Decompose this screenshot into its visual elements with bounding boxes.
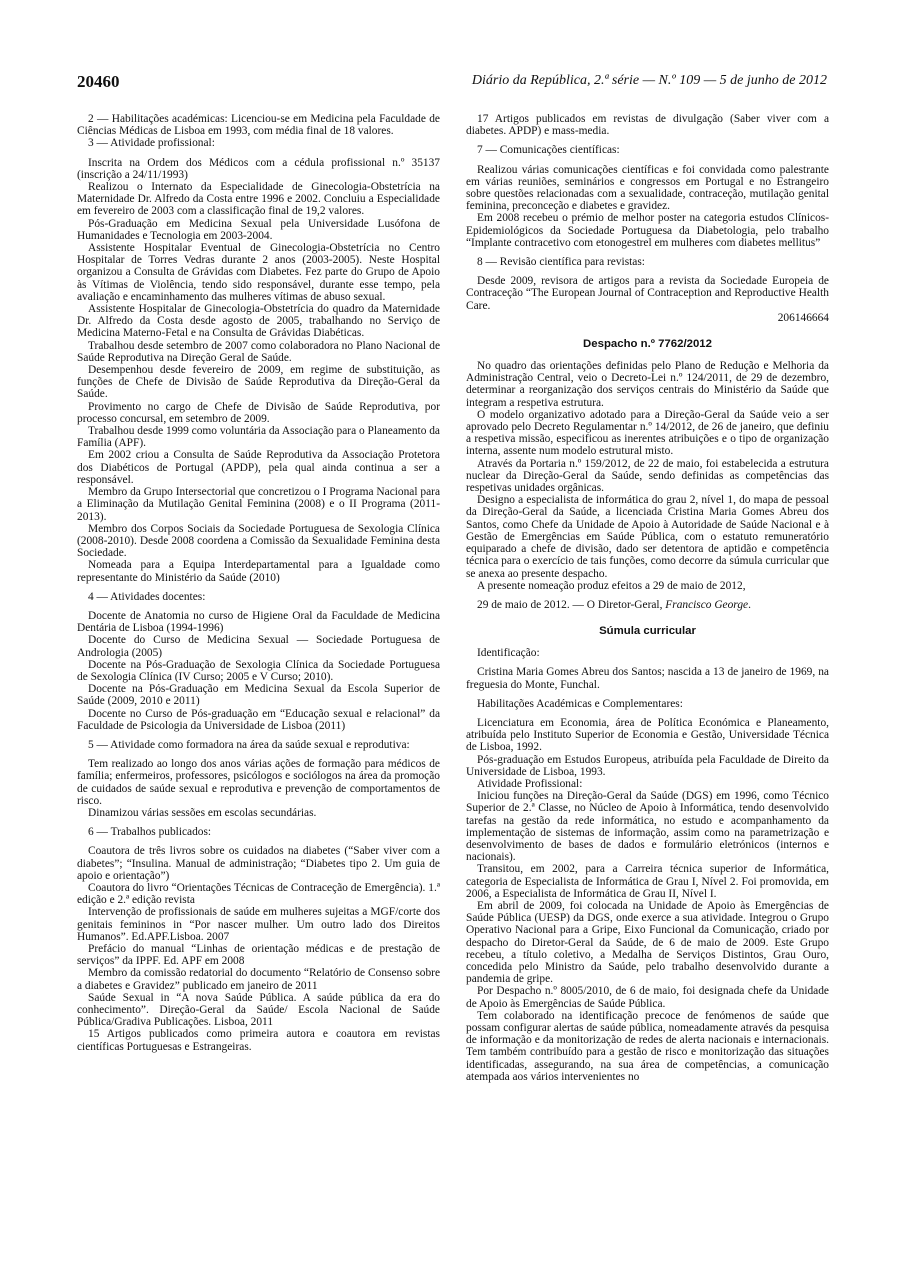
paragraph: Identificação: (477, 647, 540, 660)
paragraph: Habilitações Académicas e Complementares: (477, 697, 683, 710)
left-column (77, 113, 440, 1053)
paragraph: 2 — Habilitações académicas: Licenciou-se em Medicina pela Faculdade de Ciências Médicas de Lisboa em 1993, com média final de 18 valores. (77, 113, 440, 138)
signature-end: . (748, 598, 751, 611)
despacho-title: Despacho n.º 7762/2012 (583, 338, 712, 351)
paragraph: Intervenção de profissionais de saúde em mulheres sujeitas a MGF/corte dos genitais femininos in “Por nascer mulher. Um outro lado dos Direitos Humanos”. Ed.APF.Lisboa. 2007 (77, 906, 440, 943)
paragraph: Coautora do livro “Orientações Técnicas de Contraceção de Emergência). 1.ª edição e 2.ª edição revista (77, 881, 440, 907)
paragraph: Cristina Maria Gomes Abreu dos Santos; nascida a 13 de janeiro de 1969, na freguesia do Monte, Funchal. (466, 666, 829, 691)
paragraph: Atividade Profissional: (477, 777, 583, 790)
paragraph: 5 — Atividade como formadora na área da saúde sexual e reprodutiva: (88, 738, 410, 751)
paragraph: Assistente Hospitalar de Ginecologia-Obstetrícia do quadro da Maternidade Dr. Alfredo da Costa desde agosto de 2005, trabalhando no Serviço de Medicina Materno-Fetal e na Consulta de Grávidas Diabéticas. (77, 303, 440, 340)
paragraph: Inscrita na Ordem dos Médicos com a cédula profissional n.º 35137 (inscrição a 24/11/1993) (77, 156, 440, 181)
paragraph: Licenciatura em Economia, área de Política Económica e Planeamento, atribuída pelo Instituto Superior de Economia e Gestão, Universidade Técnica de Lisboa, 1992. (466, 716, 829, 754)
paragraph: O modelo organizativo adotado para a Direção-Geral da Saúde veio a ser aprovado pelo Decreto Regulamentar n.º 14/2012, de 26 de janeiro, que definiu a respetiva missão, especificou as inerentes atribuições e o tipo de organização interna, assente num modelo estrutural misto. (466, 408, 829, 458)
paragraph: Trabalhou desde setembro de 2007 como colaboradora no Plano Nacional de Saúde Reprodutiva na Direção Geral de Saúde. (77, 339, 440, 364)
paragraph: Trabalhou desde 1999 como voluntária da Associação para o Planeamento da Família (APF). (77, 425, 440, 450)
paragraph: Membro da comissão redatorial do documento “Relatório de Consenso sobre a diabetes e Gravidez” publicado em janeiro de 2011 (77, 967, 440, 992)
paragraph: Assistente Hospitalar Eventual de Ginecologia-Obstetrícia no Centro Hospitalar de Torres Vedras durante 2 anos (2003-2005). Neste Hospital organizou a Consulta de Grávidas com Diabetes. Fez parte do Grupo de Apoio às Vítimas de Violência, tendo sido responsável, durante esse tempo, pela avaliação e encaminhamento das mulheres vítimas de abuso sexual. (77, 242, 440, 303)
paragraph: Membro da Grupo Intersectorial que concretizou o I Programa Nacional para a Eliminação da Mutilação Genital Feminina (2008) e o II Programa (2011-2013). (77, 486, 440, 523)
paragraph: Docente na Pós-Graduação de Sexologia Clínica da Sociedade Portuguesa de Sexologia Clínica (IV Curso; 2005 e V Curso; 2010). (77, 658, 440, 683)
paragraph: Desde 2009, revisora de artigos para a revista da Sociedade Europeia de Contraceção “The European Journal of Contraception and Reproductive Health Care. (466, 275, 829, 312)
paragraph: Tem realizado ao longo dos anos várias ações de formação para médicos de família; enfermeiros, professores, psicólogos e sociólogos na área da promoção de cuidados de saúde sexual e reprodutiva e prevenção de comportamentos de risco. (77, 758, 440, 807)
paragraph: A presente nomeação produz efeitos a 29 de maio de 2012, (477, 579, 746, 592)
paragraph: Pós-Graduação em Medicina Sexual pela Universidade Lusófona de Humanidades e Tecnologia em 2003-2004. (77, 217, 440, 242)
signature-name: Francisco George (665, 598, 749, 611)
sumula-body (466, 647, 829, 1083)
reference-number: 206146664 (777, 311, 829, 324)
paragraph: Tem colaborado na identificação precoce de fenómenos de saúde que possam configurar alertas de saúde pública, nomeadamente através da pesquisa de informação e da monitorização de redes de alerta nacionais e internacionais. Tem também contribuído para a gestão de risco e monitorização das situações identificadas, assegurando, na sua área de competências, a comunicação atempada aos vários intervenientes no (466, 1009, 829, 1083)
paragraph: 17 Artigos publicados em revistas de divulgação (Saber viver com a diabetes. APDP) e mass-media. (466, 113, 829, 138)
paragraph: Coautora de três livros sobre os cuidados na diabetes (“Saber viver com a diabetes”; “Insulina. Manual de administração; “Diabetes tipo 2. Um guia de apoio e orientação”) (77, 845, 440, 882)
paragraph: Nomeada para a Equipa Interdepartamental para a Igualdade como representante do Ministério da Saúde (2010) (77, 559, 440, 584)
paragraph: No quadro das orientações definidas pelo Plano de Redução e Melhoria da Administração Central, veio o Decreto-Lei n.º 124/2011, de 29 de dezembro, determinar a reorganização dos serviços centrais do Ministério da Saúde que integram a respetiva estrutura. (466, 360, 829, 409)
paragraph: 15 Artigos publicados como primeira autora e coautora em revistas científicas Portuguesas e Estrangeiras. (77, 1028, 440, 1053)
paragraph: 7 — Comunicações científicas: (477, 144, 620, 157)
paragraph: 8 — Revisão científica para revistas: (477, 256, 645, 269)
paragraph: Provimento no cargo de Chefe de Divisão de Saúde Reprodutiva, por processo concursal, em setembro de 2009. (77, 400, 440, 425)
paragraph: Iniciou funções na Direção-Geral da Saúde (DGS) em 1996, como Técnico Superior de 2.ª Classe, no Núcleo de Apoio à Informática, tendo desenvolvido tarefas na gestão da rede informática, no estudo e acompanhamento da implementação de sistemas de informação, assim como na parametrização e desenvolvimento de bases de dados e formulário eletrónicos (internos e nacionais). (466, 790, 829, 864)
paragraph: Membro dos Corpos Sociais da Sociedade Portuguesa de Sexologia Clínica (2008-2010). Desde 2008 coordena a Comissão da Sexualidade Feminina desta Sociedade. (77, 522, 440, 560)
paragraph: Por Despacho n.º 8005/2010, de 6 de maio, foi designada chefe da Unidade de Apoio às Emergências de Saúde Pública. (466, 985, 829, 1010)
paragraph: Em 2008 recebeu o prémio de melhor poster na categoria estudos Clínicos-Epidemiológicos da Sociedade Portuguesa da Diabetologia, pelo trabalho “Implante contracetivo com etonogestrel em mulheres com diabetes mellitus” (466, 212, 829, 249)
paragraph: Docente no Curso de Pós-graduação em “Educação sexual e relacional” da Faculdade de Psicologia da Universidade de Lisboa (2011) (77, 707, 440, 732)
paragraph: Saúde Sexual in “A nova Saúde Pública. A saúde pública da era do conhecimento”. Direção-Geral da Saúde/ Escola Nacional de Saúde Pública/Gradiva Publicações. Lisboa, 2011 (77, 991, 440, 1029)
sumula-title: Súmula curricular (599, 625, 696, 638)
paragraph: Em 2002 criou a Consulta de Saúde Reprodutiva da Associação Protetora dos Diabéticos de Portugal (APDP), pela qual ainda continua a ser a responsável. (77, 449, 440, 486)
page-number: 20460 (77, 72, 120, 91)
paragraph: Docente na Pós-Graduação em Medicina Sexual da Escola Superior de Saúde (2009, 2010 e 2011) (77, 683, 440, 708)
paragraph: Prefácio do manual “Linhas de orientação médicas e de prestação de serviços” da IPPF. Ed. APF em 2008 (77, 943, 440, 968)
despacho-body (466, 360, 829, 592)
paragraph: Docente do Curso de Medicina Sexual — Sociedade Portuguesa de Andrologia (2005) (77, 634, 440, 659)
paragraph: Designo a especialista de informática do grau 2, nível 1, do mapa de pessoal da Direção-Geral da Saúde, a licenciada Cristina Maria Gomes Abreu dos Santos, como Chefe da Unidade de Apoio à Autoridade de Saúde Nacional e à Gestão de Emergências em Saúde Pública, com o estatuto remuneratório equiparado a chefe de divisão, dado ser detentora de aptidão e competência técnica para o exercício de tais funções, como decorre da súmula curricular que se anexa ao presente despacho. (466, 494, 829, 580)
curriculum-continuation (466, 113, 829, 312)
paragraph: 4 — Atividades docentes: (88, 590, 206, 603)
paragraph: Transitou, em 2002, para a Carreira técnica superior de Informática, categoria de Especialista de Informática de Grau I, Nível 2. Foi promovida, em 2006, a Especialista de Informática de Grau II, Nível I. (466, 863, 829, 900)
paragraph: Realizou várias comunicações científicas e foi convidada como palestrante em várias reuniões, seminários e congressos em Portugal e no Estrangeiro sobre questões relacionadas com a sexualidade, contraceção, mutilação genital feminina, preconceção e diabetes e gravidez. (466, 163, 829, 213)
paragraph: Em abril de 2009, foi colocada na Unidade de Apoio às Emergências de Saúde Pública (UESP) da DGS, onde exerce a sua atividade. Integrou o Grupo Operativo Nacional para a Gripe, Eixo Funcional da Comunicação, criado por despacho do Diretor-Geral da Saúde, de 6 de maio de 2009. Este Grupo recebeu, a título coletivo, a Medalha de Serviços Distintos, Grau Ouro, concedida pelo Ministro da Saúde, pelo trabalho desenvolvido durante a pandemia de gripe. (466, 899, 829, 986)
journal-title: Diário da República, 2.ª série — N.º 109 — 5 de junho de 2012 (471, 73, 827, 88)
paragraph: 6 — Trabalhos publicados: (88, 826, 212, 839)
page-header (77, 72, 827, 96)
despacho-signature (466, 599, 829, 611)
signature-date: 29 de maio de 2012. — O Diretor-Geral, (477, 598, 666, 611)
paragraph: Pós-graduação em Estudos Europeus, atribuída pela Faculdade de Direito da Universidade de Lisboa, 1993. (466, 753, 829, 778)
paragraph: Através da Portaria n.º 159/2012, de 22 de maio, foi estabelecida a estrutura nuclear da Direção-Geral da Saúde, sendo definidas as competências das respetivas unidades orgânicas. (466, 457, 829, 495)
right-column (466, 113, 829, 1083)
paragraph: Realizou o Internato da Especialidade de Ginecologia-Obstetrícia na Maternidade Dr. Alfredo da Costa entre 1996 e 2002. Concluiu a Especialidade em fevereiro de 2003 com a classificação final de 19,2 valores. (77, 181, 440, 218)
paragraph: Desempenhou desde fevereiro de 2009, em regime de substituição, as funções de Chefe de Divisão de Saúde Reprodutiva da Direção-Geral da Saúde. (77, 364, 440, 401)
paragraph: 3 — Atividade profissional: (88, 137, 215, 150)
paragraph: Dinamizou várias sessões em escolas secundárias. (88, 806, 317, 819)
paragraph: Docente de Anatomia no curso de Higiene Oral da Faculdade de Medicina Dentária de Lisboa (1994-1996) (77, 609, 440, 635)
